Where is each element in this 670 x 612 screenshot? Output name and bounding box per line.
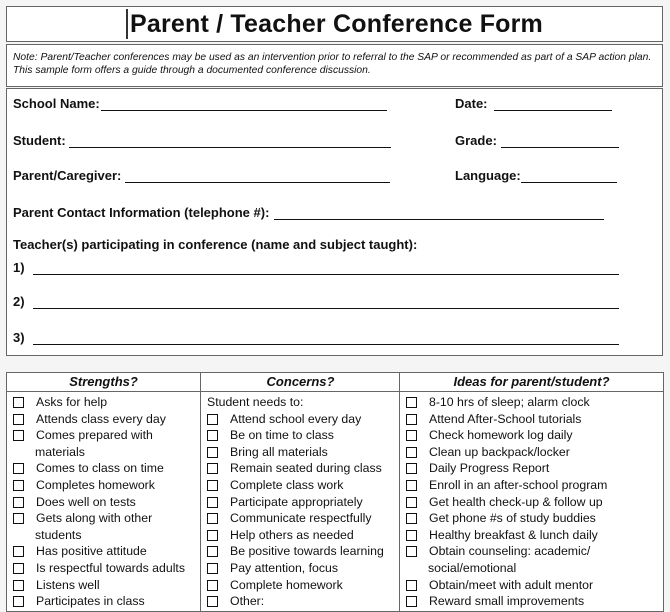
concern-item[interactable] [207, 527, 400, 544]
concern-item-label: Pay attention, focus [230, 560, 339, 575]
checkbox-icon[interactable] [406, 530, 417, 541]
strength-item-label: Comes to class on time [36, 461, 164, 476]
strength-item[interactable] [13, 411, 200, 428]
checkbox-icon[interactable] [406, 397, 417, 408]
teachers-label: Teacher(s) participating in conference (name and subject taught): [13, 237, 418, 252]
ideas-column [399, 373, 663, 611]
checkbox-icon[interactable] [207, 580, 218, 591]
strength-item[interactable] [13, 394, 200, 411]
concern-item-label: Be positive towards learning [230, 544, 384, 559]
checkbox-icon[interactable] [207, 546, 218, 557]
teacher-1-label: 1) [13, 260, 25, 275]
idea-item[interactable] [406, 494, 663, 511]
language-line[interactable] [521, 182, 617, 183]
strengths-list [7, 392, 200, 610]
contact-line[interactable] [274, 219, 604, 220]
concern-item-label: Be on time to class [230, 428, 334, 443]
checkbox-icon[interactable] [207, 463, 218, 474]
concern-item-label: Communicate respectfully [230, 511, 372, 526]
concerns-list [201, 392, 400, 610]
strength-item[interactable] [13, 460, 200, 477]
concern-item[interactable] [207, 593, 400, 610]
parent-line[interactable] [125, 182, 390, 183]
checkbox-icon[interactable] [13, 563, 24, 574]
ideas-list [400, 392, 663, 610]
checkbox-icon[interactable] [406, 580, 417, 591]
concerns-column [200, 373, 400, 611]
language-label: Language: [455, 168, 521, 183]
title-box [6, 6, 663, 42]
strength-item-label: Gets along with other [36, 511, 153, 526]
idea-item-label: Enroll in an after-school program [429, 477, 608, 492]
concern-item-label: Remain seated during class [230, 461, 382, 476]
student-label: Student: [13, 133, 66, 148]
note-text: Note: Parent/Teacher conferences may be used as an intervention prior to referral to the SAP or recommended as part of a SAP action plan. This sample form offers a guide through a documented conference discussion. [13, 52, 652, 76]
strength-item-label: Has positive attitude [36, 544, 147, 559]
concerns-header: Concerns? [201, 373, 400, 392]
teacher-2-line[interactable] [33, 308, 619, 309]
strength-item[interactable] [13, 477, 200, 494]
strengths-header: Strengths? [7, 373, 200, 392]
checkbox-icon[interactable] [406, 513, 417, 524]
strength-item-label: Participates in class [36, 594, 145, 609]
idea-item-label: Daily Progress Report [429, 461, 550, 476]
concern-item-label: Bring all materials [230, 444, 328, 459]
checkbox-icon[interactable] [406, 546, 417, 557]
checkbox-icon[interactable] [207, 414, 218, 425]
teacher-3-line[interactable] [33, 344, 619, 345]
checkbox-icon[interactable] [406, 480, 417, 491]
idea-item-label: Reward small improvements [429, 594, 585, 609]
checkbox-icon[interactable] [13, 596, 24, 607]
checkbox-icon[interactable] [406, 497, 417, 508]
strength-item[interactable] [13, 560, 200, 577]
idea-item[interactable] [406, 577, 663, 594]
checkbox-icon[interactable] [207, 430, 218, 441]
concern-item[interactable] [207, 560, 400, 577]
school-name-line[interactable] [101, 110, 387, 111]
student-line[interactable] [69, 147, 391, 148]
note-box [6, 44, 663, 87]
idea-item-label: Healthy breakfast & lunch daily [429, 527, 598, 542]
strength-item[interactable] [13, 577, 200, 594]
concern-item-label: Complete class work [230, 477, 344, 492]
checkbox-icon[interactable] [13, 580, 24, 591]
concern-item[interactable] [207, 460, 400, 477]
strength-item-label: Comes prepared with [36, 428, 153, 443]
checkbox-icon[interactable] [13, 546, 24, 557]
idea-item-label: 8-10 hrs of sleep; alarm clock [429, 395, 590, 409]
text-cursor [126, 9, 128, 39]
checkbox-icon[interactable] [406, 596, 417, 607]
school-name-label: School Name: [13, 96, 100, 111]
checkbox-icon[interactable] [207, 497, 218, 508]
concern-item[interactable] [207, 494, 400, 511]
idea-item[interactable] [406, 394, 663, 411]
checkbox-icon[interactable] [13, 513, 24, 524]
checkbox-icon[interactable] [13, 414, 24, 425]
idea-item[interactable] [406, 477, 663, 494]
concern-item[interactable] [207, 444, 400, 461]
teacher-2-label: 2) [13, 294, 25, 309]
idea-item-label: Get health check-up & follow up [429, 494, 603, 509]
strength-item-label: Asks for help [36, 395, 108, 409]
strength-item-label: Attends class every day [36, 411, 166, 426]
date-label: Date: [455, 96, 488, 111]
concern-item[interactable] [207, 543, 400, 560]
checkbox-icon[interactable] [207, 447, 218, 458]
concern-item-label: Complete homework [230, 577, 343, 592]
concern-item-label: Attend school every day [230, 411, 362, 426]
checkbox-icon[interactable] [406, 447, 417, 458]
checklist-table [6, 372, 664, 612]
checkbox-icon[interactable] [13, 397, 24, 408]
checkbox-icon[interactable] [207, 513, 218, 524]
checkbox-icon[interactable] [207, 563, 218, 574]
idea-item-label: Check homework log daily [429, 428, 573, 443]
concern-item-label: Other: [230, 594, 265, 609]
contact-label: Parent Contact Information (telephone #): [13, 205, 270, 220]
checkbox-icon[interactable] [406, 463, 417, 474]
teacher-1-line[interactable] [33, 274, 619, 275]
checkbox-icon[interactable] [13, 430, 24, 441]
strength-item-label: Completes homework [36, 477, 155, 492]
date-line[interactable] [494, 110, 612, 111]
page-title: Parent / Teacher Conference Form [129, 9, 543, 38]
idea-item-label: Obtain counseling: academic/ [429, 544, 591, 559]
idea-item-label: Attend After-School tutorials [429, 411, 582, 426]
checkbox-icon[interactable] [406, 414, 417, 425]
strengths-column [7, 373, 200, 611]
idea-item[interactable] [406, 593, 663, 610]
checkbox-icon[interactable] [406, 430, 417, 441]
strength-item-label: Does well on tests [36, 494, 136, 509]
concerns-items [207, 411, 400, 610]
strength-item-continuation: materials [35, 444, 85, 459]
checkbox-icon[interactable] [207, 480, 218, 491]
strength-item[interactable] [13, 593, 200, 610]
strength-item[interactable] [13, 543, 200, 560]
idea-item-label: Get phone #s of study buddies [429, 511, 596, 526]
checkbox-icon[interactable] [207, 530, 218, 541]
strength-item[interactable] [13, 494, 200, 511]
checkbox-icon[interactable] [207, 596, 218, 607]
checkbox-icon[interactable] [13, 463, 24, 474]
idea-item[interactable] [406, 543, 663, 560]
idea-item-label: Obtain/meet with adult mentor [429, 577, 594, 592]
checkbox-icon[interactable] [13, 497, 24, 508]
concern-item[interactable] [207, 510, 400, 527]
grade-line[interactable] [501, 147, 619, 148]
idea-item[interactable] [406, 527, 663, 544]
concern-item[interactable] [207, 577, 400, 594]
idea-item-continuation: social/emotional [428, 560, 517, 575]
concern-item-label: Participate appropriately [230, 494, 363, 509]
form-section [6, 88, 663, 356]
idea-item[interactable] [406, 427, 663, 444]
checkbox-icon[interactable] [13, 480, 24, 491]
teacher-3-label: 3) [13, 330, 25, 345]
strength-item[interactable] [13, 427, 200, 444]
idea-item[interactable] [406, 411, 663, 428]
idea-item[interactable] [406, 444, 663, 461]
concern-item[interactable] [207, 477, 400, 494]
concern-item[interactable] [207, 427, 400, 444]
idea-item-label: Clean up backpack/locker [429, 444, 570, 459]
strength-item-label: Is respectful towards adults [36, 560, 185, 575]
grade-label: Grade: [455, 133, 497, 148]
concern-item[interactable] [207, 411, 400, 428]
ideas-header: Ideas for parent/student? [400, 373, 663, 392]
strength-item[interactable] [13, 510, 200, 527]
concerns-intro: Student needs to: [207, 395, 304, 409]
idea-item[interactable] [406, 460, 663, 477]
parent-label: Parent/Caregiver: [13, 168, 122, 183]
concern-item-label: Help others as needed [230, 527, 354, 542]
idea-item[interactable] [406, 510, 663, 527]
strength-item-continuation: students [35, 527, 82, 542]
strength-item-label: Listens well [36, 577, 100, 592]
